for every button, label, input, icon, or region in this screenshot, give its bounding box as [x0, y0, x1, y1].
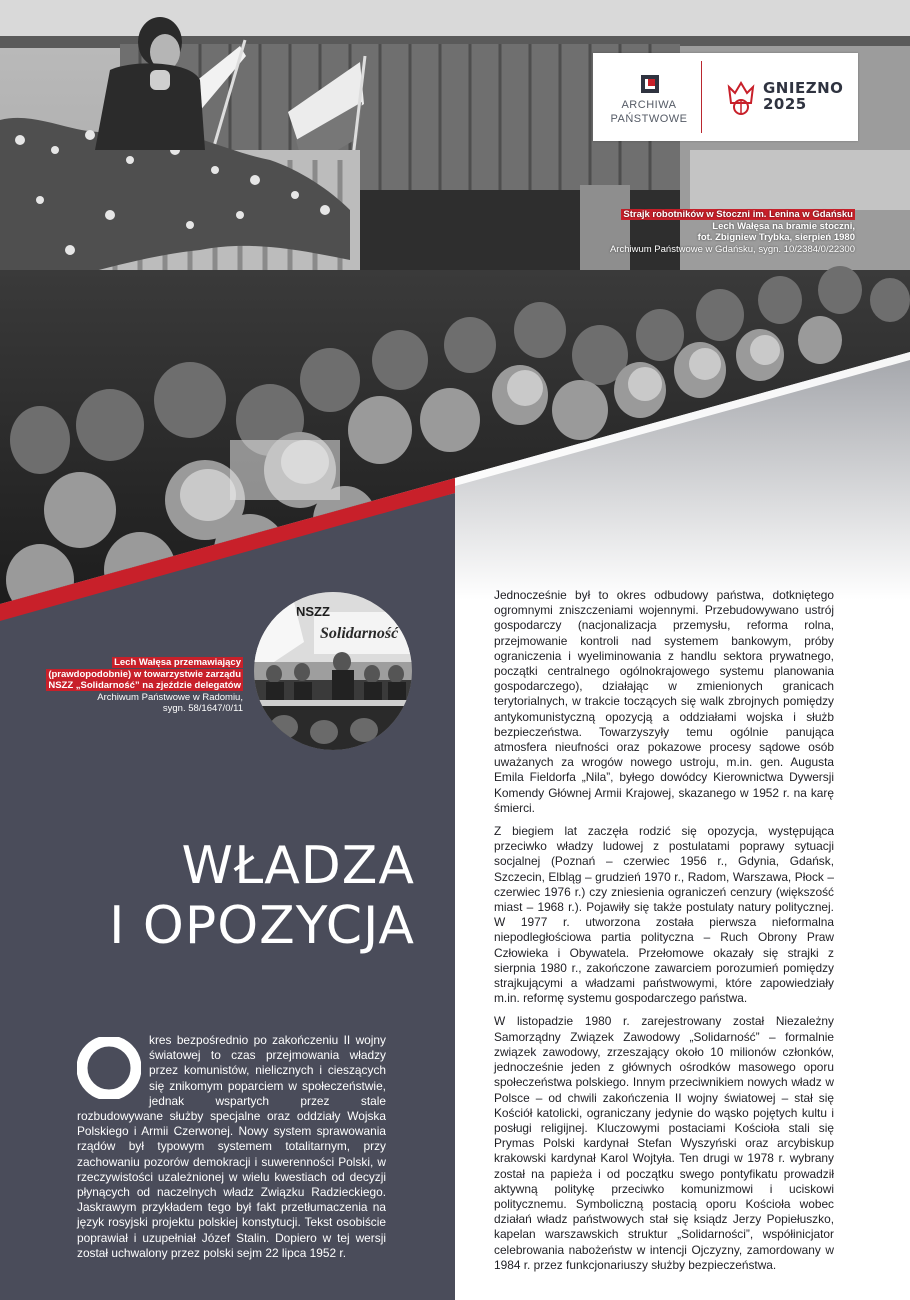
congress-photo-graphic — [254, 592, 412, 750]
circle-caption-source1: Archiwum Państwowe w Radomiu, — [97, 691, 243, 703]
body-paragraph-2: Z biegiem lat zaczęła rodzić się opozycja, występująca przeciwko władzy ludowej z postulatami poprawy sytuacji socjalnej (Poznań – czerwiec 1956 r., Gdynia, Gdańsk, Szczecin, Elbląg – grudzień 1970 r., Radom, Warszawa, Płock – czerwiec 1976 r.) czy zniesienia ograniczeń cenzury (większość miast – 1968 r.). Pojawiły się także postulaty natury politycznej. W 1977 r. utworzona została pierwsza nieformalna niepodległościowa partia polityczna – Ruch Obrony Praw Człowieka i Obywatela. Przełomowe okazały się strajki z sierpnia 1980 r., zakończone zawarciem porozumień pomiędzy strajkującymi a władzami państwowymi, które zapowiedziały m.in. reformę systemu gospodarczego państwa. — [494, 824, 834, 1006]
intro-text: kres bezpośrednio po zakończeniu II wojny światowej to czas przejmowania władzy przez komunistów, nielicznych i cieszących się znikomym poparciem w społeczeństwie, jednak wspartych przez stale rozbudowywane służby specjalne oraz oddziały Wojska Polskiego i Armii Czerwonej. Nowy system sprawowania rządów był typowym systemem totalitarnym, przy zachowaniu pozorów demokracji i suwerenności Polski, w rzeczywistości uzależnionej w wielu kwestiach od decyzji płynących od naczelnych władz Związku Radzieckiego. Jaskrawym przykładem tego był fakt przetłumaczenia na język rosyjski projektu polskiej konstytucji. Tekst osobiście poprawiał i uzupełniał Józef Stalin. Dopiero w tej wersji został uchwalony przez polski sejm 22 lipca 1952 r. — [77, 1033, 386, 1260]
partner-logos — [593, 53, 858, 141]
archiwa-square-icon — [641, 75, 659, 93]
top-caption-line1: Lech Wałęsa na bramie stoczni, — [712, 220, 855, 232]
top-caption-line2: fot. Zbigniew Trybka, sierpień 1980 — [697, 232, 855, 243]
archiwa-panstwowe-logo — [603, 63, 695, 133]
dropcap-letter — [77, 1037, 141, 1099]
intro-paragraph — [77, 1033, 386, 1261]
circle-photo-caption — [40, 657, 243, 715]
circle-caption-source2: sygn. 58/1647/0/11 — [162, 703, 243, 714]
gniezno-crown-icon — [725, 77, 757, 117]
circle-caption-line1: Lech Wałęsa przemawiający — [114, 657, 241, 668]
gniezno-line1: GNIEZNO — [763, 79, 844, 97]
page-title — [70, 836, 415, 956]
body-text-column — [494, 588, 834, 1281]
title-line1: WŁADZA — [181, 836, 415, 896]
logo-divider — [701, 61, 702, 133]
top-photo-caption — [600, 209, 855, 255]
gniezno-line2: 2025 — [763, 95, 807, 113]
top-caption-title: Strajk robotników w Stoczni im. Lenina w Gdańsku — [623, 209, 853, 220]
circle-caption-line2: (prawdopodobnie) w towarzystwie zarządu — [48, 668, 241, 680]
body-paragraph-1: Jednocześnie był to okres odbudowy państwa, dotkniętego ogromnymi zniszczeniami wojennymi. Przebudowywano ustrój gospodarczy (nacjonalizacja przemysłu, reforma rolna, przejmowanie kontroli nad systemem bankowym, próby ograniczenia i wyeliminowania z handlu sektora prywatnego, początki centralnego ogólnokrajowego systemu planowania gospodarczego), działając w zmienionych granicach terytorialnych, w trakcie toczących się walk zbrojnych pomiędzy antykomunistyczną opozycją a oddziałami wojska i służb bezpieczeństwa. Towarzyszyły temu ogólnie panująca atmosfera nieufności oraz pokazowe procesy sądowe osób uważanych za wrogów nowego ustroju, m.in. gen. Augusta Emila Fieldorfa „Nila”, byłego dowódcy Kierownictwa Dywersji Komendy Głównej Armii Krajowej, skazanego w 1952 r. na karę śmierci. — [494, 588, 834, 815]
circle-banner-solidarnosc: Solidarność — [320, 625, 399, 642]
congress-photo-circle — [254, 592, 412, 750]
archiwa-line1: ARCHIWA — [621, 99, 677, 111]
gniezno-2025-logo — [719, 71, 849, 123]
circle-banner-nszz: NSZZ — [296, 604, 330, 619]
top-caption-source: Archiwum Państwowe w Gdańsku, sygn. 10/2384/0/22300 — [609, 243, 855, 255]
body-paragraph-3: W listopadzie 1980 r. zarejestrowany został Niezależny Samorządny Związek Zawodowy „Solidarność” – formalnie związek zawodowy, zrzeszający około 10 milionów członków, jednocześnie jeden z głównych ośrodków masowego oporu społeczeństwa polskiego. Innym przeciwnikiem nowych władz w Polsce – od chwili zakończenia II wojny światowej – stał się Kościół katolicki, ograniczany jedynie do wąsko pojętych kultu i posługi religijnej. Kluczowymi postaciami Kościoła stali się Prymas Polski kardynał Stefan Wyszyński oraz arcybiskup krakowski kardynał Karol Wojtyła. Ten drugi w 1978 r. wybrany został na papieża i od początku swego pontyfikatu prowadził aktywną politykę przeciwko komunizmowi i uciskowi politycznemu. Symboliczną postacią oporu Kościoła wobec działań władz państwowych stał się ksiądz Jerzy Popiełuszko, kapelan warszawskich struktur „Solidarności”, współinicjator celebrowania nabożeństw w intencji Ojczyzny, zamordowany w 1984 r. przez funkcjonariuszy służby bezpieczeństwa. — [494, 1014, 834, 1272]
archiwa-line2: PAŃSTWOWE — [610, 113, 688, 125]
title-line2: I OPOZYCJA — [109, 896, 415, 956]
circle-caption-line3: NSZZ „Solidarność” na zjeździe delegatów — [48, 680, 241, 691]
